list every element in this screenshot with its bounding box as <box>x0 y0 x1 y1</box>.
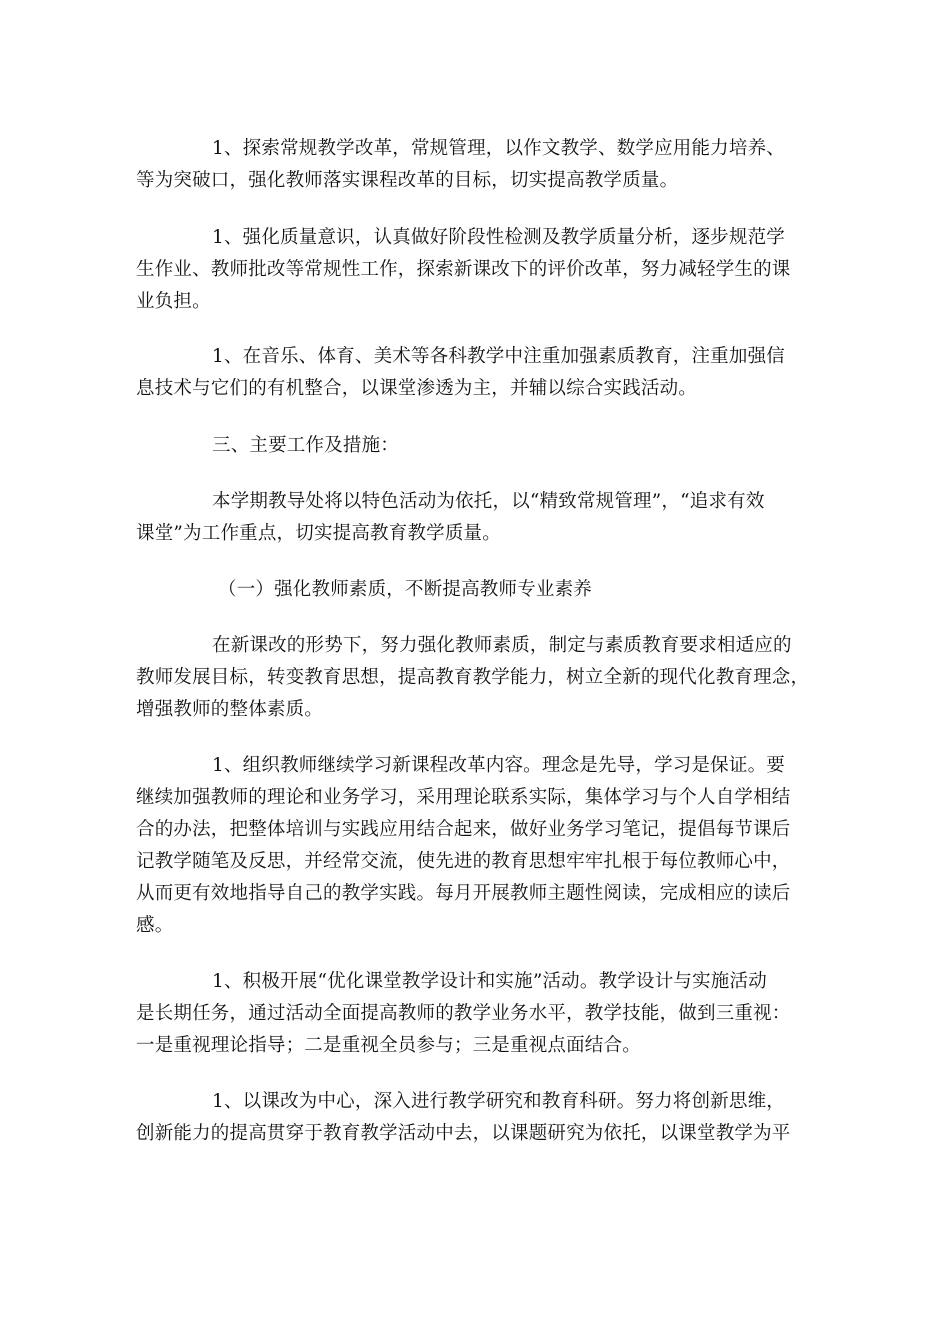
text-line: 增强教师的整体素质。 <box>136 699 324 720</box>
text-line: 业负担。 <box>136 291 211 312</box>
text-line: 继续加强教师的理论和业务学习，采用理论联系实际，集体学习与个人自学相结 <box>136 787 791 808</box>
subsection-heading: （一）强化教师素质，不断提高教师专业素养 <box>218 579 593 600</box>
section-heading: 三、主要工作及措施： <box>212 435 400 456</box>
text-line: 合的办法，把整体培训与实践应用结合起来，做好业务学习笔记，提倡每节课后 <box>136 819 791 840</box>
text-line: 创新能力的提高贯穿于教育教学活动中去，以课题研究为依托，以课堂教学为平 <box>136 1123 791 1144</box>
text-line: 等为突破口，强化教师落实课程改革的目标，切实提高教学质量。 <box>136 170 679 191</box>
text-line: 1、强化质量意识，认真做好阶段性检测及教学质量分析，逐步规范学 <box>212 227 785 248</box>
text-line: 是长期任务，通过活动全面提高教师的教学业务水平，教学技能，做到三重视： <box>136 1003 791 1024</box>
text-line: 1、组织教师继续学习新课程改革内容。理念是先导，学习是保证。要 <box>212 755 785 776</box>
text-line: 1、在音乐、体育、美术等各科教学中注重加强素质教育，注重加强信 <box>212 346 785 367</box>
text-line: 1、探索常规教学改革，常规管理，以作文教学、数学应用能力培养、 <box>212 138 785 159</box>
text-line: 息技术与它们的有机整合，以课堂渗透为主，并辅以综合实践活动。 <box>136 378 698 399</box>
text-line: 教师发展目标，转变教育思想，提高教育教学能力，树立全新的现代化教育理念， <box>136 667 810 688</box>
text-line: 1、积极开展“优化课堂教学设计和实施”活动。教学设计与实施活动 <box>212 971 767 992</box>
text-line: 生作业、教师批改等常规性工作，探索新课改下的评价改革，努力减轻学生的课 <box>136 259 791 280</box>
text-line: 在新课改的形势下，努力强化教师素质，制定与素质教育要求相适应的 <box>212 635 792 656</box>
text-line: 感。 <box>136 915 174 936</box>
text-line: 1、以课改为中心，深入进行教学研究和教育科研。努力将创新思维， <box>212 1091 785 1112</box>
text-line: 一是重视理论指导；二是重视全员参与；三是重视点面结合。 <box>136 1035 641 1056</box>
text-line: 本学期教导处将以特色活动为依托，以“精致常规管理”，“追求有效 <box>212 491 765 512</box>
text-line: 记教学随笔及反思，并经常交流，使先进的教育思想牢牢扎根于每位教师心中， <box>136 851 791 872</box>
text-line: 从而更有效地指导自己的教学实践。每月开展教师主题性阅读，完成相应的读后 <box>136 883 791 904</box>
text-line: 课堂”为工作重点，切实提高教育教学质量。 <box>136 523 501 544</box>
